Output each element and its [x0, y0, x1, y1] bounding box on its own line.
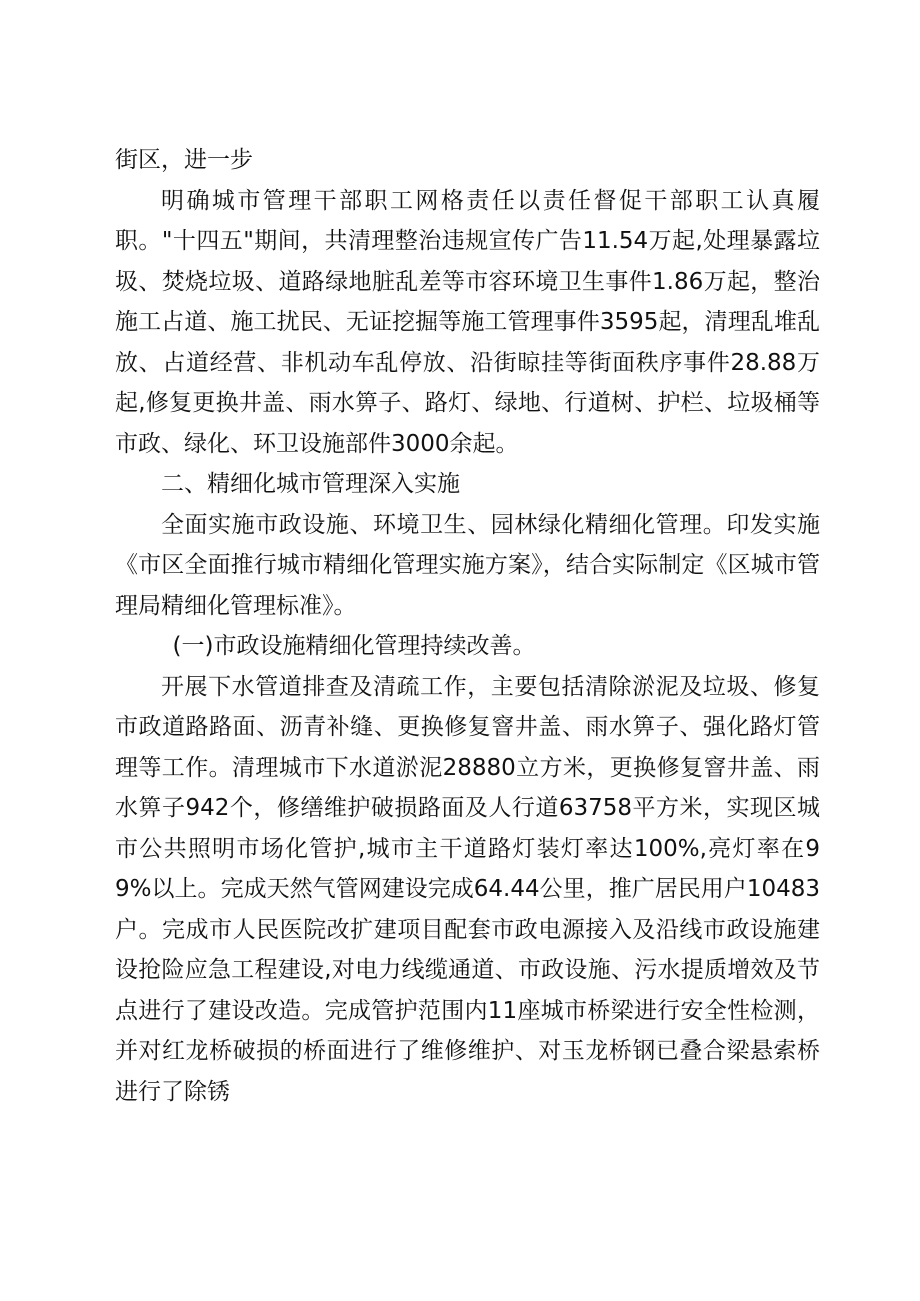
section-heading: 二、精细化城市管理深入实施	[161, 471, 460, 497]
subsection-heading: (一)市政设施精细化管理持续改善。	[172, 633, 536, 659]
paragraph-municipal-facilities: 开展下水管道排查及清疏工作，主要包括清除淤泥及垃圾、修复市政道路路面、沥青补缝、更换修复窨井盖、雨水箅子、强化路灯管理等工作。清理城市下水道淤泥28880立方米，更换修复窨井盖、雨水箅子942个，修缮维护破损路面及人行道63758平方米，实现区城市公共照明市场化管护,城市主干道路灯装灯率达100%,亮灯率在99%以上。完成天然气管网建设完成64.44公里，推广居民用户10483户。完成市人民医院改扩建项目配套市政电源接入及沿线市政设施建设抢险应急工程建设,对电力线缆通道、市政设施、污水提质增效及节点进行了建设改造。完成管护范围内11座城市桥梁进行安全性检测，并对红龙桥破损的桥面进行了维修维护、对玉龙桥钢已叠合梁悬索桥进行了除锈	[115, 673, 820, 1105]
document-body	[115, 140, 820, 1112]
paragraph-continuation: 街区，进一步	[115, 147, 253, 173]
paragraph-refined-management: 全面实施市政设施、环境卫生、园林绿化精细化管理。印发实施《市区全面推行城市精细化管理实施方案》，结合实际制定《区城市管理局精细化管理标准》。	[115, 511, 820, 619]
paragraph-grid-management: 明确城市管理干部职工网格责任以责任督促干部职工认真履职。"十四五"期间，共清理整治违规宣传广告11.54万起,处理暴露垃圾、焚烧垃圾、道路绿地脏乱差等市容环境卫生事件1.86万起，整治施工占道、施工扰民、无证挖掘等施工管理事件3595起，清理乱堆乱放、占道经营、非机动车乱停放、沿街晾挂等街面秩序事件28.88万起,修复更换井盖、雨水箅子、路灯、绿地、行道树、护栏、垃圾桶等市政、绿化、环卫设施部件3000余起。	[115, 187, 820, 457]
